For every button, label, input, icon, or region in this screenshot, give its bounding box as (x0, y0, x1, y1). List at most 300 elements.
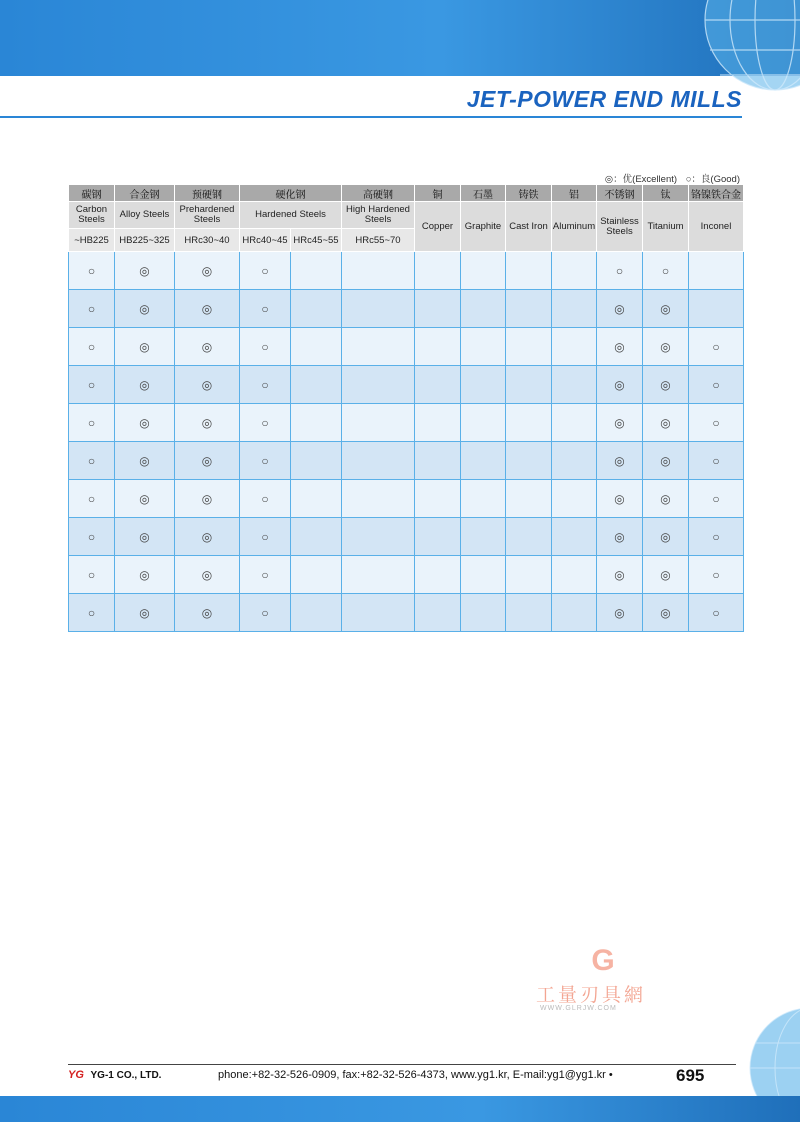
table-cell (291, 556, 342, 594)
empty-mark (522, 605, 535, 618)
bottom-banner (0, 1096, 800, 1122)
table-cell (552, 252, 597, 290)
table-cell (415, 404, 461, 442)
empty-mark (372, 453, 385, 466)
empty-mark (477, 415, 490, 428)
table-cell (461, 328, 506, 366)
excellent-mark-icon: ◎ (660, 567, 671, 582)
table-cell (643, 556, 689, 594)
table-cell (342, 556, 415, 594)
empty-mark (310, 605, 323, 618)
empty-mark (431, 301, 444, 314)
col-cn-cast-iron: 铸铁 (506, 185, 552, 202)
col-en-carbon: Carbon Steels (69, 202, 115, 229)
table-cell (175, 442, 240, 480)
good-mark-icon: ○ (261, 453, 269, 468)
excellent-mark-icon: ◎ (139, 491, 150, 506)
table-cell (175, 556, 240, 594)
table-cell (597, 366, 643, 404)
table-cell (69, 480, 115, 518)
table-cell (461, 442, 506, 480)
table-cell (291, 404, 342, 442)
table-cell (643, 404, 689, 442)
table-cell (342, 290, 415, 328)
legend-good: ○：良(Good) (685, 174, 740, 185)
empty-mark (522, 491, 535, 504)
table-cell (115, 290, 175, 328)
empty-mark (522, 567, 535, 580)
good-mark-icon: ○ (712, 491, 720, 506)
col-cn-alloy: 合金钢 (115, 185, 175, 202)
table-cell (597, 404, 643, 442)
good-mark-icon: ○ (261, 491, 269, 506)
good-mark-icon: ○ (261, 605, 269, 620)
empty-mark (372, 567, 385, 580)
table-cell (597, 290, 643, 328)
empty-mark (522, 263, 535, 276)
good-mark-icon: ○ (87, 339, 96, 354)
table-row (69, 442, 744, 480)
table-cell (342, 252, 415, 290)
table-cell (115, 404, 175, 442)
col-en-hardened: Hardened Steels (240, 202, 342, 229)
watermark-logo-icon: G (591, 944, 615, 977)
col-en-titanium: Titanium (643, 202, 689, 252)
table-cell (115, 252, 175, 290)
table-cell (240, 594, 291, 632)
excellent-mark-icon: ◎ (660, 605, 671, 620)
table-cell (69, 404, 115, 442)
table-cell (643, 252, 689, 290)
col-en-copper: Copper (415, 202, 461, 252)
empty-mark (431, 453, 444, 466)
empty-mark (372, 301, 385, 314)
grade-hardened-high: HRc45~55 (291, 229, 342, 252)
excellent-mark-icon: ◎ (201, 529, 213, 544)
table-cell (291, 480, 342, 518)
empty-mark (568, 339, 581, 352)
table-cell (506, 480, 552, 518)
empty-mark (310, 339, 323, 352)
excellent-mark-icon: ◎ (139, 605, 150, 620)
table-cell (643, 328, 689, 366)
col-cn-stainless: 不锈钢 (597, 185, 643, 202)
table-cell (597, 594, 643, 632)
table-cell (69, 518, 115, 556)
table-cell (175, 594, 240, 632)
table-cell (506, 404, 552, 442)
table-cell (506, 442, 552, 480)
empty-mark (310, 301, 323, 314)
excellent-mark-icon: ◎ (201, 567, 213, 582)
table-cell (342, 404, 415, 442)
table-cell (689, 366, 744, 404)
empty-mark (568, 377, 581, 390)
table-cell (175, 328, 240, 366)
table-cell (69, 290, 115, 328)
empty-mark (431, 605, 444, 618)
good-mark-icon: ○ (261, 263, 269, 278)
excellent-mark-icon: ◎ (139, 529, 150, 544)
col-cn-titanium: 钛 (643, 185, 689, 202)
table-cell (415, 480, 461, 518)
excellent-mark-icon: ◎ (201, 339, 213, 354)
empty-mark (568, 263, 581, 276)
empty-mark (568, 605, 581, 618)
good-mark-icon: ○ (87, 491, 96, 506)
table-row (69, 366, 744, 404)
empty-mark (710, 263, 723, 276)
good-mark-icon: ○ (87, 453, 96, 468)
excellent-mark-icon: ◎ (201, 415, 213, 430)
empty-mark (522, 415, 535, 428)
table-cell (291, 290, 342, 328)
table-cell (175, 518, 240, 556)
table-cell (342, 518, 415, 556)
excellent-mark-icon: ◎ (201, 263, 213, 278)
excellent-mark-icon: ◎ (614, 415, 625, 430)
table-cell (291, 442, 342, 480)
table-cell (461, 518, 506, 556)
good-mark-icon: ○ (712, 605, 720, 620)
excellent-mark-icon: ◎ (139, 263, 150, 278)
table-cell (506, 556, 552, 594)
table-cell (342, 480, 415, 518)
footer-brand (68, 1069, 161, 1081)
col-en-aluminum: Aluminum (552, 202, 597, 252)
excellent-mark-icon: ◎ (139, 415, 150, 430)
empty-mark (522, 377, 535, 390)
table-cell (506, 594, 552, 632)
table-cell (175, 290, 240, 328)
table-cell (552, 290, 597, 328)
table-cell (597, 442, 643, 480)
table-cell (643, 290, 689, 328)
table-cell (175, 480, 240, 518)
table-cell (461, 290, 506, 328)
title-underline (0, 116, 742, 118)
table-cell (643, 594, 689, 632)
table-cell (415, 252, 461, 290)
col-cn-inconel: 铬镍铁合金 (689, 185, 744, 202)
good-mark-icon: ○ (261, 377, 269, 392)
table-cell (689, 252, 744, 290)
good-mark-icon: ○ (661, 263, 670, 278)
empty-mark (477, 377, 490, 390)
good-mark-icon: ○ (261, 415, 269, 430)
table-cell (552, 366, 597, 404)
grade-hardened-low: HRc40~45 (240, 229, 291, 252)
table-cell (240, 404, 291, 442)
table-cell (342, 366, 415, 404)
empty-mark (431, 263, 444, 276)
excellent-mark-icon: ◎ (614, 491, 625, 506)
empty-mark (522, 339, 535, 352)
table-cell (240, 290, 291, 328)
good-mark-icon: ○ (261, 339, 269, 354)
empty-mark (568, 567, 581, 580)
table-cell (240, 556, 291, 594)
excellent-mark-icon: ◎ (614, 605, 625, 620)
table-cell (69, 594, 115, 632)
good-mark-icon: ○ (261, 567, 269, 582)
table-cell (240, 518, 291, 556)
col-cn-prehardened: 预硬钢 (175, 185, 240, 202)
excellent-mark-icon: ◎ (201, 301, 213, 316)
material-suitability-table (68, 184, 744, 632)
table-cell (461, 480, 506, 518)
table-cell (115, 366, 175, 404)
good-mark-icon: ○ (712, 529, 720, 544)
empty-mark (522, 301, 535, 314)
table-cell (552, 328, 597, 366)
empty-mark (372, 491, 385, 504)
good-mark-icon: ○ (712, 567, 720, 582)
good-mark-icon: ○ (712, 453, 720, 468)
excellent-mark-icon: ◎ (660, 529, 671, 544)
empty-mark (431, 491, 444, 504)
table-cell (291, 328, 342, 366)
table-row (69, 404, 744, 442)
excellent-mark-icon: ◎ (660, 415, 671, 430)
col-cn-graphite: 石墨 (461, 185, 506, 202)
empty-mark (568, 301, 581, 314)
table-cell (342, 442, 415, 480)
grade-high-hardened: HRc55~70 (342, 229, 415, 252)
table-row (69, 290, 744, 328)
table-cell (552, 556, 597, 594)
table-cell (461, 252, 506, 290)
table-cell (342, 594, 415, 632)
good-mark-icon: ○ (261, 301, 269, 316)
excellent-mark-icon: ◎ (660, 453, 671, 468)
excellent-mark-icon: ◎ (660, 301, 671, 316)
table-cell (291, 252, 342, 290)
watermark-text: 工量刃具網 (536, 985, 647, 1006)
empty-mark (477, 529, 490, 542)
empty-mark (310, 453, 323, 466)
table-cell (552, 518, 597, 556)
table-cell (689, 594, 744, 632)
excellent-mark-icon: ◎ (614, 377, 625, 392)
table-cell (115, 328, 175, 366)
table-cell (461, 366, 506, 404)
table-cell (175, 404, 240, 442)
table-cell (506, 366, 552, 404)
table-cell (342, 328, 415, 366)
col-cn-hardened: 硬化钢 (240, 185, 342, 202)
table-cell (689, 518, 744, 556)
good-mark-icon: ○ (87, 301, 96, 316)
table-cell (552, 404, 597, 442)
col-cn-copper: 铜 (415, 185, 461, 202)
table-cell (506, 328, 552, 366)
table-cell (115, 518, 175, 556)
table-cell (552, 480, 597, 518)
table-cell (69, 252, 115, 290)
good-mark-icon: ○ (712, 339, 720, 354)
table-cell (597, 252, 643, 290)
table-cell (240, 328, 291, 366)
table-row (69, 328, 744, 366)
table-cell (461, 404, 506, 442)
table-cell (415, 366, 461, 404)
empty-mark (372, 377, 385, 390)
empty-mark (477, 567, 490, 580)
grade-prehardened: HRc30~40 (175, 229, 240, 252)
good-mark-icon: ○ (87, 567, 96, 582)
table-cell (552, 594, 597, 632)
table-cell (69, 556, 115, 594)
empty-mark (310, 263, 323, 276)
excellent-mark-icon: ◎ (660, 491, 671, 506)
empty-mark (310, 567, 323, 580)
excellent-mark-icon: ◎ (614, 453, 625, 468)
legend-excellent: ◎：优(Excellent) (604, 174, 678, 185)
empty-mark (568, 529, 581, 542)
table-cell (643, 480, 689, 518)
col-en-cast-iron: Cast Iron (506, 202, 552, 252)
empty-mark (310, 415, 323, 428)
footer-globe-icon (740, 1008, 800, 1098)
empty-mark (372, 339, 385, 352)
excellent-mark-icon: ◎ (201, 605, 213, 620)
table-cell (597, 556, 643, 594)
empty-mark (477, 453, 490, 466)
empty-mark (372, 605, 385, 618)
good-mark-icon: ○ (87, 415, 96, 430)
page-title: JET-POWER END MILLS (466, 86, 742, 112)
empty-mark (522, 453, 535, 466)
footer-divider (68, 1064, 736, 1065)
table-cell (115, 556, 175, 594)
col-en-inconel: Inconel (689, 202, 744, 252)
table-cell (115, 442, 175, 480)
empty-mark (568, 453, 581, 466)
empty-mark (568, 491, 581, 504)
table-cell (506, 518, 552, 556)
excellent-mark-icon: ◎ (201, 491, 213, 506)
table-cell (689, 442, 744, 480)
col-en-alloy: Alloy Steels (115, 202, 175, 229)
excellent-mark-icon: ◎ (660, 339, 671, 354)
table-cell (69, 328, 115, 366)
empty-mark (477, 263, 490, 276)
legend (599, 171, 740, 185)
table-cell (643, 518, 689, 556)
empty-mark (310, 491, 323, 504)
empty-mark (372, 263, 385, 276)
table-cell (415, 442, 461, 480)
good-mark-icon: ○ (87, 605, 96, 620)
excellent-mark-icon: ◎ (139, 339, 150, 354)
table-cell (240, 366, 291, 404)
excellent-mark-icon: ◎ (139, 453, 150, 468)
table-row (69, 480, 744, 518)
excellent-mark-icon: ◎ (201, 377, 213, 392)
empty-mark (310, 377, 323, 390)
table-cell (291, 518, 342, 556)
empty-mark (431, 377, 444, 390)
table-cell (461, 594, 506, 632)
table-cell (291, 594, 342, 632)
table-cell (415, 290, 461, 328)
table-cell (175, 252, 240, 290)
excellent-mark-icon: ◎ (139, 301, 150, 316)
table-cell (415, 518, 461, 556)
excellent-mark-icon: ◎ (139, 377, 150, 392)
table-cell (597, 480, 643, 518)
col-en-graphite: Graphite (461, 202, 506, 252)
empty-mark (310, 529, 323, 542)
table-cell (689, 556, 744, 594)
grade-carbon: ~HB225 (69, 229, 115, 252)
table-cell (415, 556, 461, 594)
empty-mark (477, 339, 490, 352)
col-en-prehardened: Prehardened Steels (175, 202, 240, 229)
table-row (69, 594, 744, 632)
table-cell (506, 290, 552, 328)
table-cell (689, 480, 744, 518)
table-cell (115, 480, 175, 518)
col-en-stainless: Stainless Steels (597, 202, 643, 252)
table-cell (689, 290, 744, 328)
excellent-mark-icon: ◎ (614, 339, 625, 354)
footer-contact: phone:+82-32-526-0909, fax:+82-32-526-4373, www.yg1.kr, E-mail:yg1@yg1.kr • (218, 1069, 613, 1081)
empty-mark (372, 415, 385, 428)
good-mark-icon: ○ (87, 377, 96, 392)
grade-alloy: HB225~325 (115, 229, 175, 252)
empty-mark (477, 491, 490, 504)
good-mark-icon: ○ (261, 529, 269, 544)
excellent-mark-icon: ◎ (614, 301, 625, 316)
empty-mark (431, 567, 444, 580)
table-row (69, 518, 744, 556)
table-body (69, 252, 744, 632)
col-cn-high-hardened: 高硬钢 (342, 185, 415, 202)
table-cell (115, 594, 175, 632)
col-en-high-hardened: High Hardened Steels (342, 202, 415, 229)
good-mark-icon: ○ (712, 377, 720, 392)
page-number: 695 (676, 1066, 705, 1085)
excellent-mark-icon: ◎ (201, 453, 213, 468)
table-cell (240, 480, 291, 518)
empty-mark (568, 415, 581, 428)
table-cell (175, 366, 240, 404)
table-cell (69, 366, 115, 404)
col-cn-carbon: 碳钢 (69, 185, 115, 202)
empty-mark (522, 529, 535, 542)
empty-mark (431, 339, 444, 352)
table-cell (552, 442, 597, 480)
brand-logo: YG (68, 1069, 84, 1081)
excellent-mark-icon: ◎ (614, 567, 625, 582)
table-cell (415, 328, 461, 366)
watermark-url: WWW.GLRJW.COM (540, 1005, 617, 1012)
excellent-mark-icon: ◎ (614, 529, 625, 544)
table-cell (240, 252, 291, 290)
table-cell (643, 366, 689, 404)
table-cell (415, 594, 461, 632)
table-cell (461, 556, 506, 594)
table-row (69, 556, 744, 594)
excellent-mark-icon: ◎ (660, 377, 671, 392)
table-cell (597, 518, 643, 556)
table-cell (689, 328, 744, 366)
good-mark-icon: ○ (87, 529, 96, 544)
good-mark-icon: ○ (712, 415, 720, 430)
table-cell (69, 442, 115, 480)
